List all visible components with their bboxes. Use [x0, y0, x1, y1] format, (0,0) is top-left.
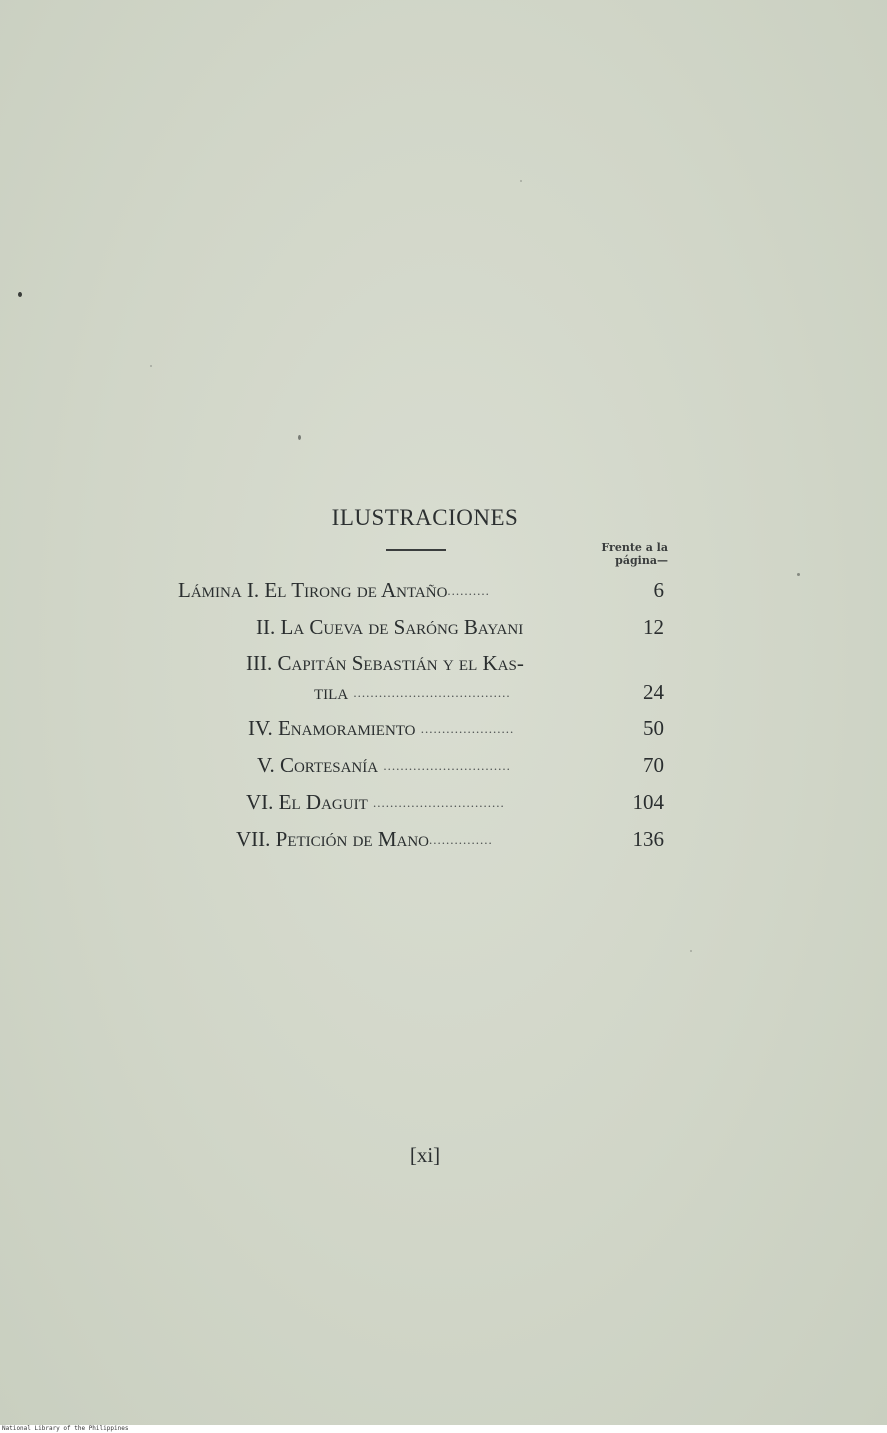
paper-speck: [150, 365, 152, 367]
list-item: [178, 578, 664, 603]
entry-title: Capitán Sebastián y el Kas-: [277, 651, 524, 675]
entry-title: La Cueva de Saróng Bayani: [280, 615, 524, 639]
list-item: [246, 790, 664, 815]
paper-speck: [797, 573, 800, 576]
leader-dots: ..............................: [383, 758, 511, 773]
entry-label: Lámina: [178, 578, 242, 602]
entry-numeral: IV.: [248, 716, 273, 740]
column-header: [560, 541, 668, 567]
leader-dots: .....................................: [353, 685, 511, 700]
entry-numeral: I.: [246, 578, 260, 602]
leader-dots: ......................: [420, 721, 515, 736]
entry-numeral: II.: [256, 615, 276, 639]
leader-dots: ..........: [447, 583, 490, 598]
column-header-line-1: Frente a la: [601, 541, 668, 554]
list-item-continuation: [314, 680, 664, 705]
entry-page: 6: [653, 578, 664, 602]
entry-title: El Daguit: [278, 790, 368, 814]
entry-numeral: V.: [257, 753, 275, 777]
leader-dots: ...............................: [372, 795, 505, 810]
entry-numeral: VI.: [246, 790, 274, 814]
entry-page: 50: [643, 716, 664, 740]
entry-title: Enamoramiento: [277, 716, 416, 740]
page-title: ILUSTRACIONES: [331, 505, 519, 530]
entry-numeral: VII.: [236, 827, 271, 851]
entry-title: El Tirong de Antaño: [264, 578, 448, 602]
entry-title: Petición de Mano: [275, 827, 429, 851]
entry-title-continuation: tila: [314, 680, 349, 704]
entry-title: Cortesanía: [279, 753, 379, 777]
paper-speck: [690, 950, 692, 952]
entry-page: 136: [632, 827, 664, 851]
page-number: [xi]: [409, 1143, 441, 1167]
list-item: [257, 753, 664, 778]
entry-numeral: III.: [246, 651, 273, 675]
library-footer: National Library of the Philippines: [0, 1425, 887, 1433]
entry-page: 12: [643, 615, 664, 639]
paper-speck: [18, 292, 22, 297]
entry-page: 24: [643, 680, 664, 704]
list-item: [248, 716, 664, 741]
title-rule: [386, 549, 446, 551]
leader-dots: ...............: [429, 832, 493, 847]
list-item: [246, 651, 664, 676]
entry-page: 104: [632, 790, 664, 814]
list-item: [256, 615, 664, 640]
list-item: [236, 827, 664, 852]
column-header-line-2: página—: [615, 554, 668, 567]
paper-speck: [298, 435, 301, 440]
entry-page: 70: [643, 753, 664, 777]
paper-speck: [520, 180, 522, 182]
